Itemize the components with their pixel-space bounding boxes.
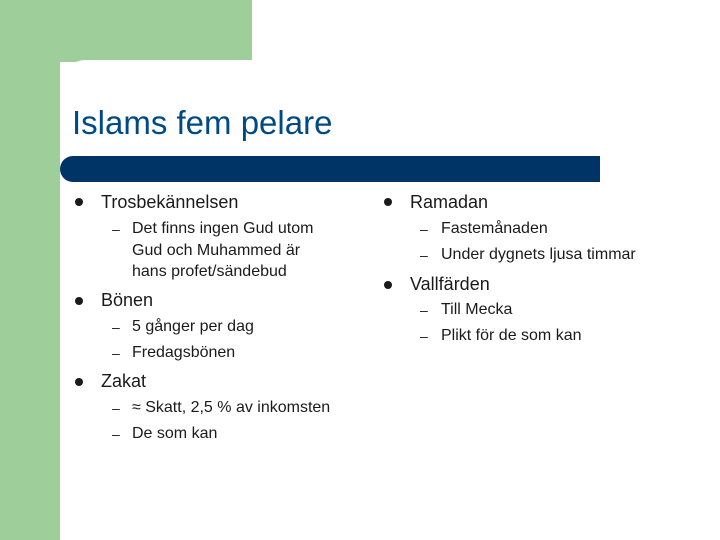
pillar-bonen: Bönen [101, 290, 154, 310]
bullet-icon [384, 281, 392, 289]
sub-item-text-line: Under dygnets ljusa timmar [441, 246, 636, 263]
dash-icon: – [112, 221, 120, 237]
pillar-ramadan: Ramadan [410, 192, 489, 212]
slide-title: Islams fem pelare [72, 104, 333, 141]
dash-icon: – [420, 221, 428, 237]
bullet-icon [75, 378, 83, 386]
sub-item-text-line: De som kan [132, 425, 218, 442]
dash-icon: – [420, 328, 428, 344]
dash-icon: – [112, 400, 120, 416]
sub-item-text-line: Fredagsbönen [132, 344, 236, 361]
sub-item-text-line: Till Mecka [441, 301, 513, 318]
sub-item-text-line: Det finns ingen Gud utom [132, 220, 314, 237]
dash-icon: – [112, 345, 120, 361]
pillar-trosbekannelsen: Trosbekännelsen [101, 192, 239, 212]
sub-item-text-line: ≈ Skatt, 2,5 % av inkomsten [132, 399, 331, 416]
bullet-icon [384, 198, 392, 206]
sub-item-text-line: Gud och Muhammed är [132, 241, 301, 259]
sub-item-text-line: Plikt för de som kan [441, 327, 582, 344]
title-underline-bar [60, 156, 600, 182]
pillar-zakat: Zakat [101, 371, 147, 391]
decorative-green-strip-left [0, 0, 60, 540]
dash-icon: – [112, 319, 120, 335]
dash-icon: – [112, 426, 120, 442]
pillar-vallfarden: Vallfärden [410, 274, 490, 294]
dash-icon: – [420, 247, 428, 263]
dash-icon: – [420, 302, 428, 318]
sub-item-text-line: 5 gånger per dag [132, 318, 254, 335]
bullet-icon [75, 297, 83, 305]
bullet-icon [75, 198, 83, 206]
sub-item-text-line: Fastemånaden [441, 220, 548, 237]
sub-item-text-line: hans profet/sändebud [132, 263, 287, 280]
